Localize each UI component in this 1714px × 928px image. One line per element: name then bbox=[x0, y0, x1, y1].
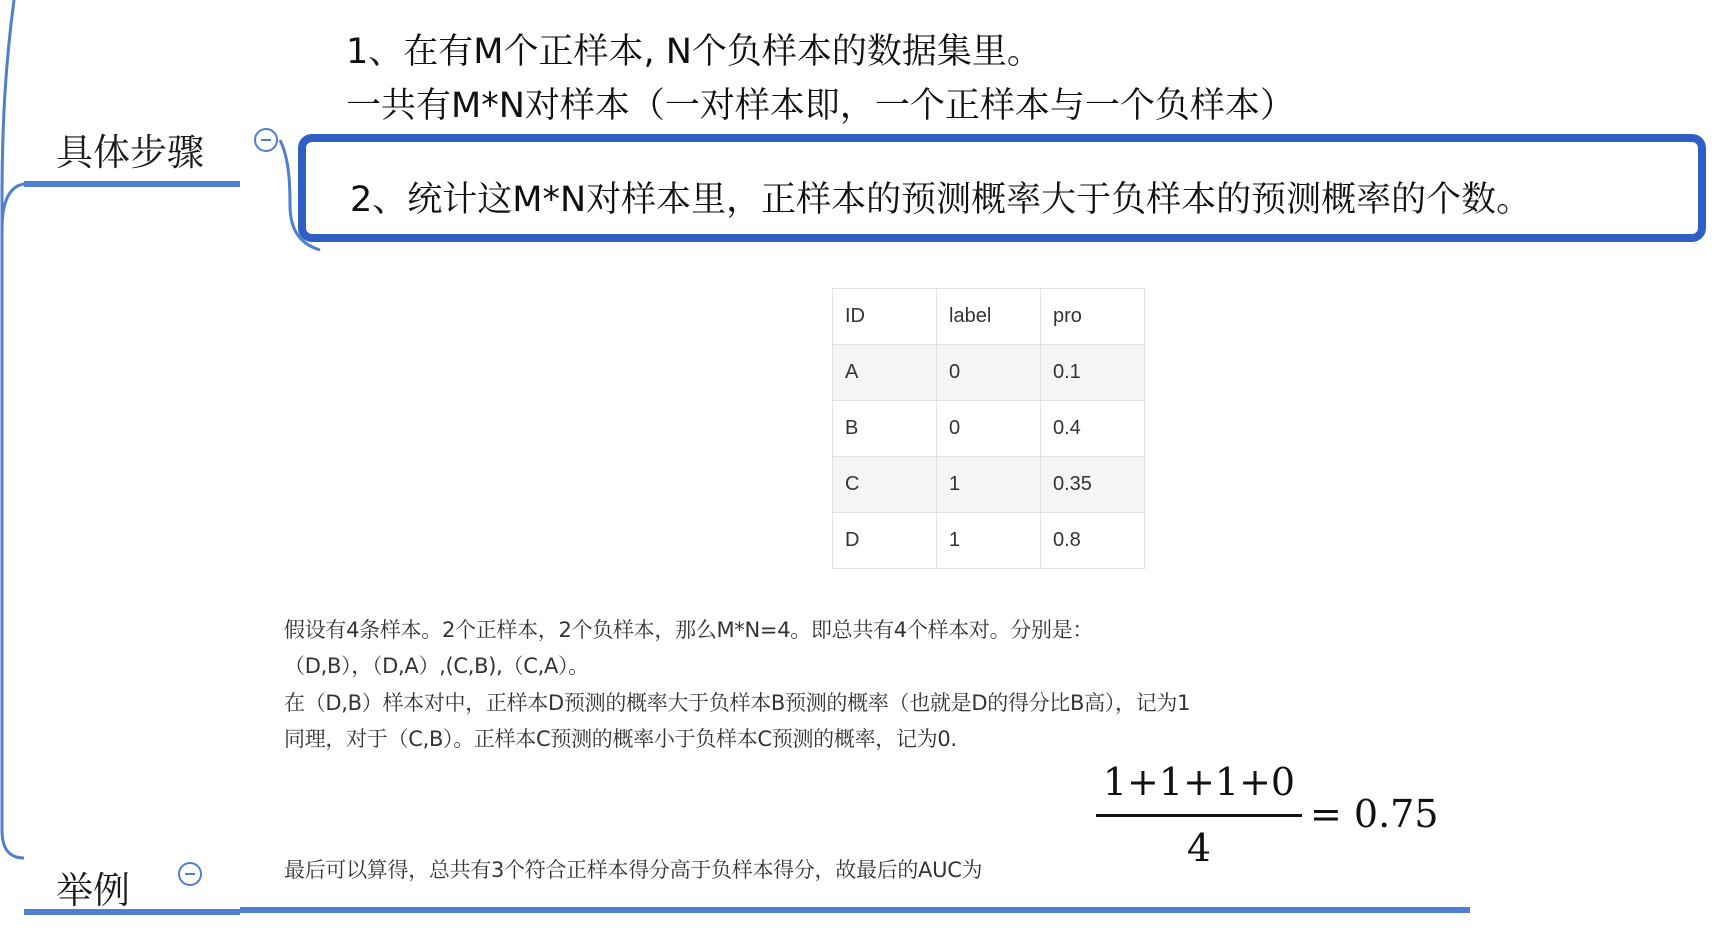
collapse-example-icon[interactable] bbox=[178, 862, 202, 886]
table-cell: 0.35 bbox=[1041, 457, 1145, 513]
table-cell: C bbox=[833, 457, 937, 513]
step-2-text: 2、统计这M*N对样本里，正样本的预测概率大于负样本的预测概率的个数。 bbox=[350, 180, 1532, 220]
table-cell: A bbox=[833, 345, 937, 401]
highlighted-step-box[interactable] bbox=[298, 134, 1706, 242]
table-cell: 1 bbox=[937, 457, 1041, 513]
table-cell: B bbox=[833, 401, 937, 457]
table-header-cell: pro bbox=[1041, 289, 1145, 345]
table-cell: D bbox=[833, 513, 937, 569]
table-row bbox=[833, 401, 1145, 457]
table-cell: 0 bbox=[937, 345, 1041, 401]
formula-numerator: 1+1+1+0 bbox=[1102, 760, 1296, 804]
node-example[interactable]: 举例 bbox=[56, 869, 130, 912]
table-cell: 0.4 bbox=[1041, 401, 1145, 457]
example-text-3: 在（D,B）样本对中，正样本D预测的概率大于负样本B预测的概率（也就是D的得分比B高），记为1 bbox=[284, 691, 1191, 715]
example-text-5: 最后可以算得，总共有3个符合正样本得分高于负样本得分，故最后的AUC为 bbox=[284, 858, 983, 882]
formula-denominator: 4 bbox=[1186, 826, 1212, 870]
table-header-row bbox=[833, 289, 1145, 345]
step-1-detail: 一共有M*N对样本（一对样本即，一个正样本与一个负样本） bbox=[346, 86, 1295, 126]
table-cell: 1 bbox=[937, 513, 1041, 569]
table-header-cell: ID bbox=[833, 289, 937, 345]
table-row bbox=[833, 345, 1145, 401]
sample-table bbox=[832, 288, 1145, 569]
table-row bbox=[833, 457, 1145, 513]
example-text-1: 假设有4条样本。2个正样本，2个负样本，那么M*N=4。即总共有4个样本对。分别是： bbox=[284, 618, 1094, 642]
table-row bbox=[833, 513, 1145, 569]
fraction-bar bbox=[1096, 814, 1302, 817]
example-text-4: 同理，对于（C,B）。正样本C预测的概率小于负样本C预测的概率，记为0. bbox=[284, 727, 957, 751]
table-cell: 0.1 bbox=[1041, 345, 1145, 401]
table-header-cell: label bbox=[937, 289, 1041, 345]
step-1-text: 1、在有M个正样本, N个负样本的数据集里。 bbox=[346, 32, 1042, 72]
collapse-steps-icon[interactable] bbox=[254, 128, 278, 152]
table-cell: 0 bbox=[937, 401, 1041, 457]
node-steps[interactable]: 具体步骤 bbox=[56, 131, 204, 174]
table-cell: 0.8 bbox=[1041, 513, 1145, 569]
example-text-2: （D,B），（D,A）,(C,B),（C,A）。 bbox=[284, 654, 589, 678]
formula-result: = 0.75 bbox=[1310, 792, 1439, 836]
